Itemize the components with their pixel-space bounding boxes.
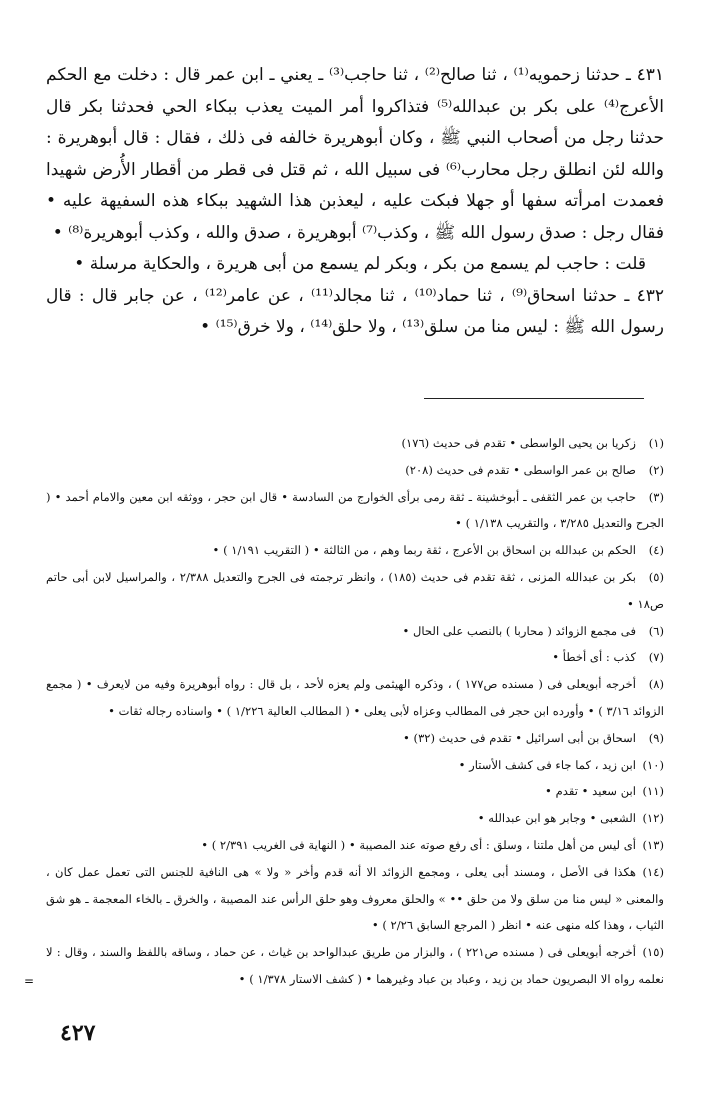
footnote-number: (١٤) (642, 864, 664, 879)
footnote-text: أى ليس من أهل ملتنا ، وسلق : أى رفع صوته عند المصيبة • ( النهاية فى الغريب ٢/٣٩١ ) • (201, 837, 636, 852)
footnote-number: (٩) (648, 730, 664, 745)
footnote-number: (١٠) (642, 757, 664, 772)
footnote-item (46, 430, 664, 457)
footnote-number: (٢) (648, 462, 664, 477)
footnote-item (46, 832, 664, 859)
footnote-text: أخرجه أبويعلى فى ( مسنده ص٢٢١ ) ، والبزار من طريق عبدالواحد بن غياث ، عن حماد ، وساقه باللفظ والسند ، وقال : لا نعلمه رواه الا البصريون حماد بن زيد ، وعباد بن عباد وغيرهما • ( كشف الاستار ١/٣٧٨ ) • (46, 945, 664, 986)
footnote-item (46, 859, 664, 939)
footnote-item (46, 564, 664, 618)
footnote-text: فى مجمع الزوائد ( محاربا ) بالنصب على الحال • (402, 623, 636, 638)
footnote-text: الحكم بن عبدالله بن اسحاق بن الأعرج ، ثقة ربما وهم ، من الثالثة • ( التقريب ١/١٩١ ) • (212, 543, 636, 558)
footnote-number: (١٥) (642, 945, 664, 960)
hadith-431: ٤٣١ ـ حدثنا زحمويه⁽¹⁾ ، ثنا صالح⁽²⁾ ، ثنا حاجب⁽³⁾ ـ يعني ـ ابن عمر قال : دخلت مع الحكم الأعرج⁽⁴⁾ على بكر بن عبدالله⁽⁵⁾ فتذاكروا أمر الميت يعذب ببكاء الحي فحدثنا بكر قال حدثنا رجل من أصحاب النبي ﷺ ، وكان أبوهريرة خالفه فى ذلك ، فقال : قال أبوهريرة : والله لئن انطلق رجل محارب⁽⁶⁾ فى سبيل الله ، ثم قتل فى قطر من أقطار الأُرض شهيدا فعمدت امرأته سفها أو جهلا فبكت عليه ، ليعذبن هذا الشهيد ببكاء هذه السفيهة عليه • فقال رجل : صدق رسول الله ﷺ ، وكذب⁽⁷⁾ أبوهريرة ، صدق والله ، وكذب أبوهريرة⁽⁸⁾ • (46, 65, 665, 243)
edge-mark: = (24, 974, 35, 988)
footnote-number: (١٣) (642, 837, 664, 852)
footnote-number: (٤) (648, 543, 664, 558)
footnotes (46, 430, 664, 993)
footnote-divider (424, 398, 644, 399)
page (46, 60, 664, 344)
footnote-text: كذب : أى أخطأ • (552, 650, 636, 665)
footnote-item (46, 457, 664, 484)
footnote-text: حاجب بن عمر الثقفى ـ أبوخشينة ـ ثقة رمى برأى الخوارج من السادسة • قال ابن حجر ، ووثقه ابن معين والامام أحمد • ( الجرح والتعديل ٣/٢٨٥ ، والتقريب ١/١٣٨ ) • (46, 489, 664, 531)
main-text (46, 60, 664, 344)
footnote-item (46, 484, 664, 538)
footnote-text: اسحاق بن أبى اسرائيل • تقدم فى حديث (٣٢) • (403, 730, 636, 745)
footnote-number: (٥) (648, 569, 665, 584)
footnote-text: صالح بن عمر الواسطى • تقدم فى حديث (٢٠٨) (405, 462, 636, 477)
footnote-item (46, 671, 664, 725)
footnote-item (46, 778, 664, 805)
footnote-number: (٦) (648, 623, 664, 638)
footnote-text: هكذا فى الأصل ، ومسند أبى يعلى ، ومجمع الزوائد الا أنه قدم وأخر « ولا » هى النافية للجنس التى تعمل عمل كان ، والمعنى « ليس منا من سلق ولا من حلق •• » والحلق معروف وهو حلق الرأس عند المصيبة ، والخرق ـ بالخاء المعجمة ـ هو شق الثياب ، وهذا كله منهى عنه • انظر ( المرجع السابق ٢/٢٦ ) • (46, 864, 664, 933)
footnote-item (46, 725, 664, 752)
footnote-number: (٧) (648, 650, 664, 665)
footnote-number: (١٢) (642, 811, 664, 826)
footnote-text: ابن زيد ، كما جاء فى كشف الأستار • (458, 757, 636, 772)
footnote-number: (٣) (648, 489, 664, 504)
footnote-text: ابن سعيد • تقدم • (545, 784, 636, 799)
footnote-item (46, 644, 664, 671)
footnote-number: (١١) (642, 784, 664, 799)
footnote-text: الشعبى • وجابر هو ابن عبدالله • (477, 811, 636, 826)
footnote-text: زكريا بن يحيى الواسطى • تقدم فى حديث (١٧٦) (401, 436, 636, 450)
footnote-item (46, 939, 664, 993)
commentary-note: قلت : حاجب لم يسمع من بكر ، وبكر لم يسمع من أبى هريرة ، والحكاية مرسلة • (74, 254, 646, 274)
footnote-item (46, 537, 664, 564)
footnote-text: بكر بن عبدالله المزنى ، ثقة تقدم فى حديث (١٨٥) ، وانظر ترجمته فى الجرح والتعديل ٢/٣٨٨ ، والمراسيل لابن أبى حاتم ص١٨ • (46, 569, 664, 611)
footnote-item (46, 618, 664, 645)
page-number: ٤٢٧ (60, 1020, 96, 1046)
footnote-number: (٨) (648, 677, 664, 692)
footnote-number: (١) (648, 436, 664, 450)
footnote-text: أخرجه أبويعلى فى ( مسنده ص١٧٧ ) ، وذكره الهيثمى ولم يعزه لأحد ، بل قال : رواه أبوهريرة وفيه من لايعرف • ( مجمع الزوائد ٣/١٦ ) • وأورده ابن حجر فى المطالب وعزاه لأبى يعلى • ( المطالب العالية ١/٢٢٦ ) • واسناده رجاله ثقات • (46, 677, 664, 718)
hadith-432: ٤٣٢ ـ حدثنا اسحاق⁽⁹⁾ ، ثنا حماد⁽¹⁰⁾ ، ثنا مجالد⁽¹¹⁾ ، عن عامر⁽¹²⁾ ، عن جابر قال : قال رسول الله ﷺ : ليس منا من سلق⁽¹³⁾ ، ولا حلق⁽¹⁴⁾ ، ولا خرق⁽¹⁵⁾ • (46, 285, 665, 337)
footnote-item (46, 752, 664, 779)
footnote-item (46, 805, 664, 832)
